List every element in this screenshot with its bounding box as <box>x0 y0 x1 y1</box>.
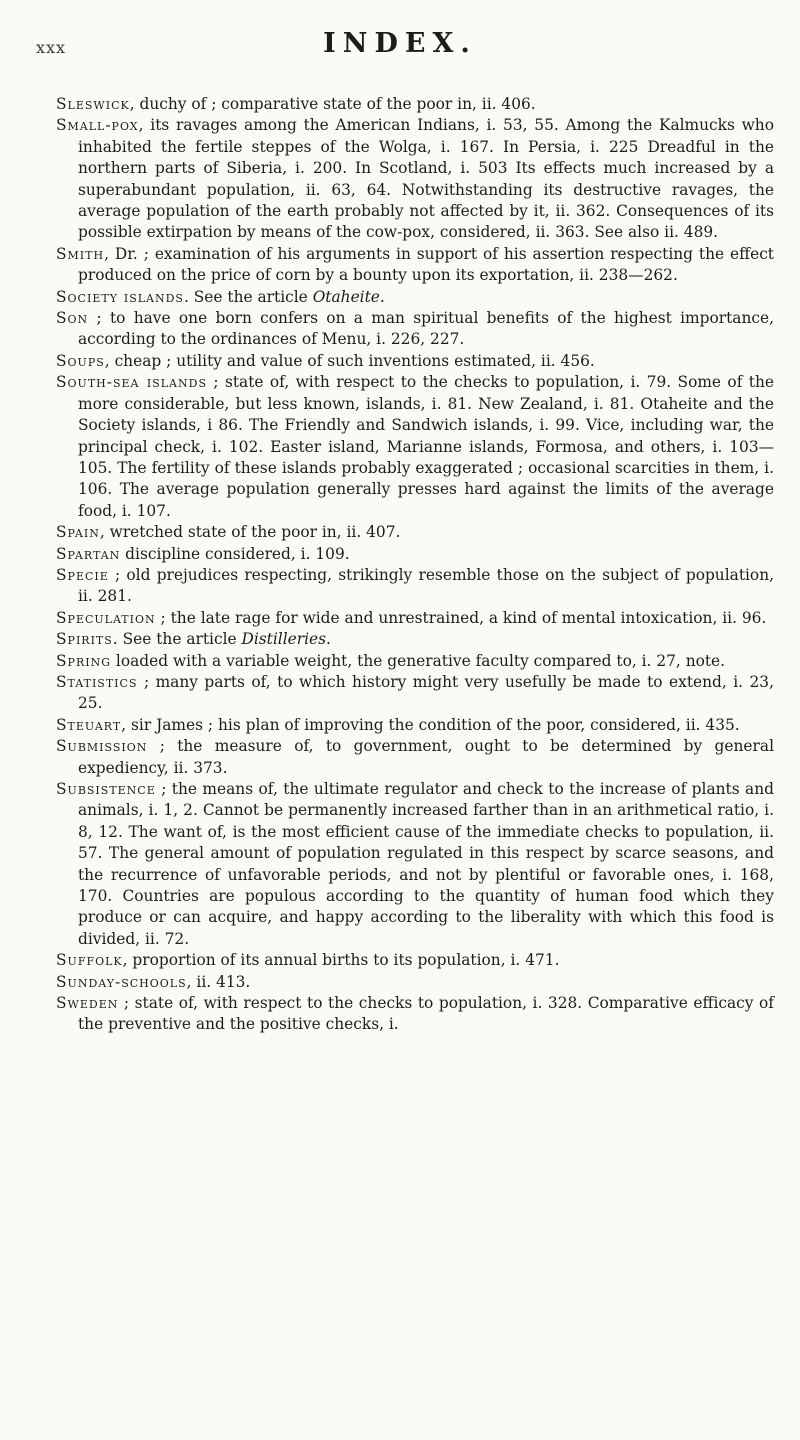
entry-text: . See the article <box>112 630 242 649</box>
entry-head: Suffolk <box>56 951 123 970</box>
entry-text: , sir James ; his plan of improving the condition of the poor, considered, ii. 435. <box>121 715 740 734</box>
entry-text: . See the article <box>183 287 313 306</box>
index-entry-suffolk <box>56 950 774 971</box>
entry-head: Society islands <box>56 287 184 306</box>
index-entry-smith <box>56 244 774 287</box>
entry-text: ; state of, with respect to the checks to population, i. 79. Some of the more considerable, but less known, islands, i. 81. New Zealand, i. 81. Otaheite and the Society islands, i 86. The Friendly and Sandwich islands, i. 99. Vice, including war, the principal check, i. 102. Easter island, Marianne islands, Formosa, and others, i. 103—105. The fertility of these islands probably exaggerated ; occasional scarcities in them, i. 106. The average population generally presses hard against the limits of the average food, i. 107. <box>78 373 774 520</box>
entry-head: Sweden <box>56 994 119 1013</box>
index-entry-steuart <box>56 715 774 736</box>
entry-head: Son <box>56 309 89 328</box>
entry-text: , its ravages among the American Indians, i. 53, 55. Among the Kalmucks who inhabited the fertile steppes of the Wolga, i. 167. In Persia, i. 225 Dreadful in the northern parts of Siberia, i. 200. In Scotland, i. 503 Its effects much increased by a superabundant population, ii. 63, 64. Notwithstanding its destructive ravages, the average population of the earth probably not affected by it, ii. 362. Consequences of its possible extirpation by means of the cow-pox, considered, ii. 363. See also ii. 489. <box>78 116 774 242</box>
entry-text: ; many parts of, to which history might very usefully be made to extend, i. 23, 25. <box>78 672 774 713</box>
entry-text: , wretched state of the poor in, ii. 407. <box>99 523 401 542</box>
entry-head: Statistics <box>56 672 138 691</box>
entry-head: Soups <box>56 351 105 370</box>
entry-head: Spring <box>56 651 111 670</box>
entry-text-end: . <box>379 287 385 306</box>
entry-text: ; to have one born confers on a man spiritual benefits of the highest importance, according to the ordinances of Menu, i. 226, 227. <box>78 309 774 349</box>
entry-italic-reference: Otaheite <box>312 287 380 306</box>
entry-head: Sunday-schools <box>56 972 187 991</box>
index-entry-spartan <box>56 544 774 565</box>
index-entry-sweden <box>56 993 774 1036</box>
page-title: INDEX. <box>323 28 477 59</box>
index-entry-speculation <box>56 608 774 629</box>
entry-text: , proportion of its annual births to its population, i. 471. <box>122 951 560 970</box>
entry-head: Spain <box>56 523 100 542</box>
index-entry-subsistence <box>56 779 774 950</box>
index-entry-spring <box>56 651 774 672</box>
entry-text: ; the means of, the ultimate regulator and check to the increase of plants and animals, i. 1, 2. Cannot be permanently increased farther than in an arithmetical ratio, i. 8, 12. The want of, is the most efficient cause of the immediate checks to population, ii. 57. The general amount of population regulated in this respect by scarce seasons, and the recurrence of unfavorable periods, and not by plentiful or favorable ones, i. 168, 170. Countries are populous according to the quantity of human food which they produce or can acquire, and happy according to the liberality with which this food is divided, ii. 72. <box>78 780 774 948</box>
entry-text: , ii. 413. <box>186 972 251 991</box>
entry-head: Submission <box>56 737 148 756</box>
index-entry-son <box>56 308 774 351</box>
entry-text: , cheap ; utility and value of such inventions estimated, ii. 456. <box>104 351 595 370</box>
index-entry-soups <box>56 351 774 372</box>
page-number: xxx <box>36 38 67 57</box>
index-entry-statistics <box>56 672 774 715</box>
entry-text: ; the measure of, to government, ought to be determined by general expediency, ii. 373. <box>78 737 774 777</box>
entry-head: Steuart <box>56 715 122 734</box>
entry-text: ; the late rage for wide and unrestrained, a kind of mental intoxication, ii. 96. <box>155 608 767 627</box>
entry-text: ; old prejudices respecting, strikingly resemble those on the subject of population, ii. 281. <box>78 565 774 606</box>
index-entry-sleswick <box>56 94 774 115</box>
entry-head: Specie <box>56 565 109 584</box>
entry-head: Subsistence <box>56 780 156 798</box>
index-entry-small-pox <box>56 115 774 243</box>
entry-head: Speculation <box>56 608 156 627</box>
index-entry-spain <box>56 522 774 543</box>
entry-text: ; state of, with respect to the checks to population, i. 328. Comparative efficacy of the preventive and the positive checks, i. <box>78 994 774 1034</box>
entry-head: Small-pox <box>56 116 139 135</box>
index-entry-sunday-schools <box>56 972 774 993</box>
entry-text: , Dr. ; examination of his arguments in support of his assertion respecting the effect produced on the price of corn by a bounty upon its exportation, ii. 238—262. <box>78 244 774 285</box>
entry-head: Sleswick <box>56 95 130 113</box>
entry-text-end: . <box>326 630 331 649</box>
index-entry-society-islands <box>56 287 774 308</box>
index-entry-south-sea-islands <box>56 372 774 522</box>
entry-text: loaded with a variable weight, the generative faculty compared to, i. 27, note. <box>111 651 726 670</box>
entry-text: discipline considered, i. 109. <box>120 544 350 563</box>
entry-text: , duchy of ; comparative state of the poor in, ii. 406. <box>129 95 536 113</box>
entry-head: Spartan <box>56 544 121 563</box>
index-entry-spirits <box>56 629 774 650</box>
page-header <box>36 28 764 68</box>
index-entry-specie <box>56 565 774 608</box>
entry-head: Smith <box>56 244 105 263</box>
entry-head: Spirits <box>56 630 113 649</box>
entry-head: South-sea islands <box>56 373 207 392</box>
index-entry-submission <box>56 736 774 779</box>
index-entries <box>56 94 774 1036</box>
entry-italic-reference: Distilleries <box>241 630 327 649</box>
